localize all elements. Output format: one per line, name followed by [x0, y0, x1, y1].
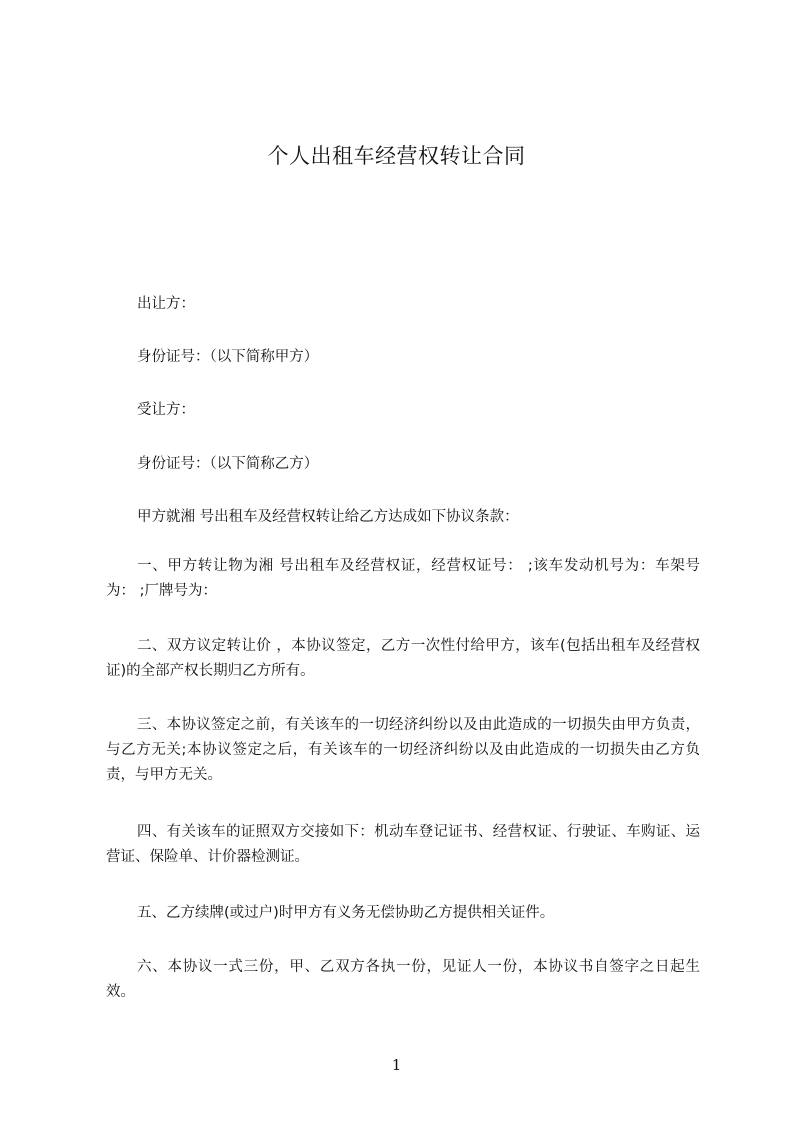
intro-line: 甲方就湘 号出租车及经营权转让给乙方达成如下协议条款： — [137, 509, 519, 525]
transferee-line: 受让方： — [137, 402, 195, 418]
clause-6: 六、本协议一式三份，甲、乙双方各执一份，见证人一份，本协议书自签字之日起生效。 — [106, 959, 700, 1000]
transferor-id-line: 身份证号：（以下简称甲方） — [137, 349, 319, 365]
clause-2: 二、双方议定转让价 ，本协议签定，乙方一次性付给甲方，该车(包括出租车及经营权证)的全部产权长期归乙方所有。 — [106, 638, 700, 679]
clause-3: 三、本协议签定之前，有关该车的一切经济纠纷以及由此造成的一切损失由甲方负责，与乙方无关;本协议签定之后，有关该车的一切经济纠纷以及由此造成的一切损失由乙方负责，与甲方无关。 — [106, 717, 700, 783]
clause-4: 四、有关该车的证照双方交接如下：机动车登记证书、经营权证、行驶证、车购证、运营证、保险单、计价器检测证。 — [106, 824, 700, 865]
clause-5: 五、乙方续牌(或过户)时甲方有义务无偿协助乙方提供相关证件。 — [137, 905, 555, 921]
document-title: 个人出租车经营权转让合同 — [267, 144, 526, 168]
page-number: 1 — [391, 1056, 402, 1074]
transferee-id-line: 身份证号：（以下简称乙方） — [137, 456, 319, 472]
transferor-line: 出让方： — [137, 296, 195, 312]
clause-1: 一、甲方转让物为湘 号出租车及经营权证，经营权证号： ;该车发动机号为：车架号为： ;厂牌号为： — [106, 558, 700, 599]
